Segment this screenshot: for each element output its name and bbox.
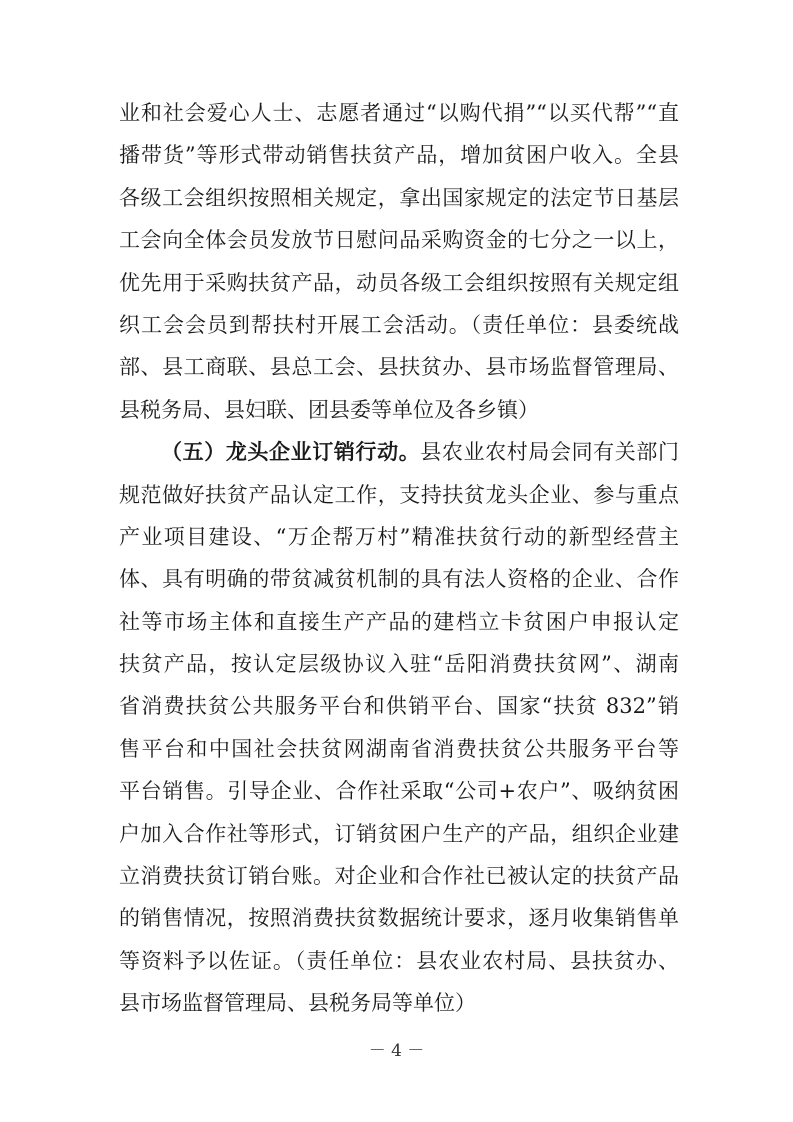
paragraph-line: 播带货”等形式带动销售扶贫产品，增加贫困户收入。全县 (119, 143, 679, 168)
paragraph-line: 各级工会组织按照相关规定，拿出国家规定的法定节日基层 (119, 185, 679, 210)
section-heading-line (119, 431, 679, 473)
paragraph-line: 社等市场主体和直接生产产品的建档立卡贫困户申报认定 (119, 609, 679, 634)
paragraph-line: 等资料予以佐证。（责任单位：县农业农村局、县扶贫办、 (119, 948, 679, 973)
paragraph-line: 省消费扶贫公共服务平台和供销平台、国家“扶贫 832”销 (119, 694, 679, 719)
paragraph-line: 业和社会爱心人士、志愿者通过“以购代捐”“以买代帮”“直 (119, 101, 679, 125)
paragraph-line: 规范做好扶贫产品认定工作，支持扶贫龙头企业、参与重点 (119, 482, 679, 507)
section-heading: （五）龙头企业订销行动。 (161, 440, 421, 465)
paragraph-line: 平台销售。引导企业、合作社采取“公司+农户”、吸纳贫困 (119, 779, 679, 804)
page-number: － 4 － (368, 1041, 425, 1061)
paragraph-line: 扶贫产品，按认定层级协议入驻“岳阳消费扶贫网”、湖南 (119, 652, 679, 677)
paragraph-line: 工会向全体会员发放节日慰问品采购资金的七分之一以上， (119, 228, 679, 253)
paragraph-line: 立消费扶贫订销台账。对企业和合作社已被认定的扶贫产品 (119, 864, 679, 889)
paragraph-line: 户加入合作社等形式，订销贫困户生产的产品，组织企业建 (119, 821, 679, 846)
paragraph-line: 优先用于采购扶贫产品，动员各级工会组织按照有关规定组 (119, 270, 679, 295)
paragraph-line: 体、具有明确的带贫减贫机制的具有法人资格的企业、合作 (119, 567, 679, 592)
paragraph-line: 产业项目建设、“万企帮万村”精准扶贫行动的新型经营主 (119, 524, 679, 549)
section-heading-rest: 县农业农村局会同有关部门 (420, 440, 680, 465)
paragraph-line: 县税务局、县妇联、团县委等单位及各乡镇） (119, 397, 539, 422)
paragraph-line: 织工会会员到帮扶村开展工会活动。（责任单位：县委统战 (119, 312, 679, 337)
body-text (119, 92, 679, 1025)
paragraph-line: 部、县工商联、县总工会、县扶贫办、县市场监督管理局、 (119, 355, 679, 380)
paragraph-line: 售平台和中国社会扶贫网湖南省消费扶贫公共服务平台等 (119, 736, 679, 761)
paragraph-line: 县市场监督管理局、县税务局等单位） (119, 991, 476, 1016)
paragraph-line: 的销售情况，按照消费扶贫数据统计要求，逐月收集销售单 (119, 906, 679, 931)
